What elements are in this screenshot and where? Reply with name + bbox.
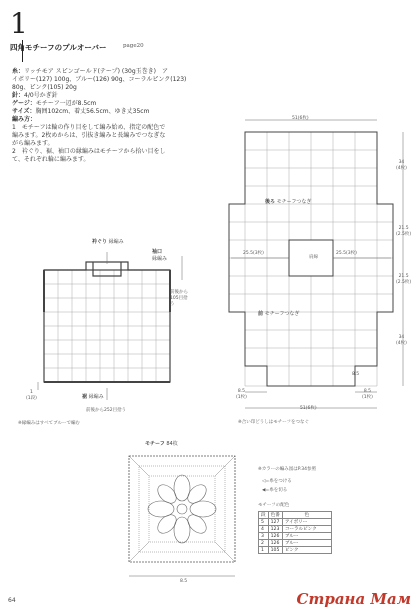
motif-size: 8.5	[180, 579, 188, 584]
needle-value: 4/0号かぎ針	[24, 92, 58, 99]
color-table	[258, 511, 332, 554]
sleeve-width-right: 25.5(3枚)	[336, 251, 357, 256]
table-row	[259, 540, 332, 547]
sleeve-pick: 前後から105目拾う	[170, 290, 188, 307]
table-cell: ブルー	[282, 540, 331, 547]
legend-attach-text: =糸をつける	[265, 479, 292, 484]
table-header: 段	[259, 512, 269, 519]
table-cell: ブルー	[282, 533, 331, 540]
back-panel-label	[265, 198, 311, 205]
motif-title: モチーフ	[145, 441, 165, 447]
pattern-title: 四角モチーフのプルオーバー	[10, 43, 107, 52]
table-row	[259, 547, 332, 554]
neck-label-group	[92, 238, 124, 245]
back-label: 後ろ	[265, 199, 276, 205]
color-ref-note: ※カラーの編み図はP.34参照	[258, 467, 316, 472]
attach-yarn-icon: ◁	[262, 479, 266, 484]
front-sub: モチーフつなぎ	[264, 311, 300, 317]
sleeve-h2-value: 21.5	[398, 274, 409, 279]
yarn-line-1: リッチモア スピンゴールド(テープ) (30g玉巻き) ア	[24, 68, 168, 75]
neck-label: 衿ぐり	[92, 239, 108, 245]
yarn-label: 糸：	[12, 68, 25, 75]
method-line-5: て、それぞれ輪に編みます。	[12, 156, 90, 163]
bottom-left-sub: (1枚)	[236, 395, 247, 400]
hem-label-group	[82, 393, 104, 400]
height-front	[396, 335, 407, 346]
table-cell: 105	[268, 547, 282, 554]
table-cell: 5	[259, 519, 269, 526]
height-back-sub: (4枚)	[396, 166, 407, 171]
motif-title-group	[145, 440, 178, 447]
front-label: 前	[258, 311, 264, 317]
table-row	[259, 526, 332, 533]
table-cell: 3	[259, 533, 269, 540]
table-header: 色	[282, 512, 331, 519]
table-cell: 2	[259, 540, 269, 547]
bottom-left	[236, 389, 247, 400]
table-row	[259, 533, 332, 540]
page-number: 64	[8, 597, 16, 604]
edging-note: ※縁編みはすべてブルーで編む	[18, 421, 80, 426]
motif-count: 84枚	[166, 441, 178, 447]
table-cell: 4	[259, 526, 269, 533]
yarn-info	[12, 68, 186, 164]
height-back-value: 34	[398, 160, 405, 165]
bottom-right-sub: (1枚)	[362, 395, 373, 400]
needle-label: 針：	[12, 92, 25, 99]
watermark: Страна Мам	[296, 590, 411, 608]
bottom-width: 51(6枚)	[300, 406, 317, 411]
table-header: 色番	[268, 512, 282, 519]
table-row	[259, 519, 332, 526]
height-front-value: 34	[398, 335, 405, 340]
hem-measure-cm: 1	[30, 390, 33, 395]
table-cell: ピンク	[282, 547, 331, 554]
sleeve-h2	[396, 274, 411, 285]
method-line-1: 1 モチーフは輪の作り目をして編み始め、指定の配色で	[12, 124, 166, 131]
table-cell: 123	[268, 526, 282, 533]
bottom-right-value: 8.5	[363, 389, 372, 394]
sleeve-label-group	[152, 248, 167, 262]
hem-pick: 前後から252目拾う	[86, 408, 127, 413]
yarn-line-2: イボリー(127) 100g、ブルー(126) 90g、コーラルピンク(123)	[12, 76, 187, 83]
legend-attach	[262, 478, 292, 484]
table-header-row	[259, 512, 332, 519]
front-panel-label	[258, 310, 299, 317]
method-line-2: 編みます。2枚めからは、引抜き編みと長編みでつなぎな	[12, 132, 166, 139]
method-line-4: 2 衿ぐり、裾、袖口の縁編みはモチーフから拾い目をし	[12, 148, 166, 155]
bottom-right	[362, 389, 373, 400]
hem-stitch: 縁編み	[88, 394, 104, 400]
sleeve-h1	[396, 226, 411, 237]
bottom-left-value: 8.5	[237, 389, 246, 394]
construction-diagram	[225, 110, 415, 420]
width-top: 51(6枚)	[292, 116, 309, 121]
sleeve-h2-sub: (2.5枚)	[396, 280, 412, 285]
size-value: 胸囲102cm、着丈56.5cm、ゆき丈35cm	[35, 108, 150, 115]
pattern-number: 1	[10, 7, 28, 40]
color-table-title: モチーフの配色	[258, 503, 290, 508]
sleeve-width-left: 25.5(3枚)	[243, 251, 264, 256]
method-line-3: がら編みます。	[12, 140, 54, 147]
legend-cut	[262, 487, 287, 493]
hem-measure	[26, 390, 37, 401]
join-note: ※合い印どうしはモチーフをつなぐ	[238, 420, 310, 425]
cut-yarn-icon: ◀	[262, 488, 266, 493]
table-cell: 1	[259, 547, 269, 554]
neck-stitch: 縁編み	[108, 239, 124, 245]
height-front-sub: (4枚)	[396, 341, 407, 346]
yarn-line-3: 80g、ピンク(105) 20g	[12, 84, 77, 91]
motif-chart	[125, 452, 240, 587]
gauge-value: モチーフ一辺が8.5cm	[35, 100, 97, 107]
hem-measure-rows: (1段)	[26, 396, 37, 401]
gauge-label: ゲージ：	[12, 100, 36, 107]
table-cell: 126	[268, 540, 282, 547]
shoulder-line-label: 肩線	[309, 255, 318, 260]
table-cell: 127	[268, 519, 282, 526]
sleeve-h1-sub: (2.5枚)	[396, 232, 412, 237]
table-cell: 126	[268, 533, 282, 540]
table-cell: アイボリー	[282, 519, 331, 526]
page-reference: page20	[123, 43, 144, 49]
corner-measure: 8.5	[352, 372, 360, 377]
sleeve-stitch: 縁編み	[152, 256, 168, 262]
legend-cut-text: =糸を切る	[265, 488, 288, 493]
table-cell: コーラルピンク	[282, 526, 331, 533]
pullover-diagram	[20, 240, 200, 420]
sleeve-h1-value: 21.5	[398, 226, 409, 231]
sleeve-label: 袖口	[152, 249, 163, 255]
back-sub: モチーフつなぎ	[276, 199, 312, 205]
method-label: 編み方：	[12, 116, 37, 123]
height-back	[396, 160, 407, 171]
hem-label: 裾	[82, 394, 88, 400]
size-label: サイズ：	[12, 108, 36, 115]
